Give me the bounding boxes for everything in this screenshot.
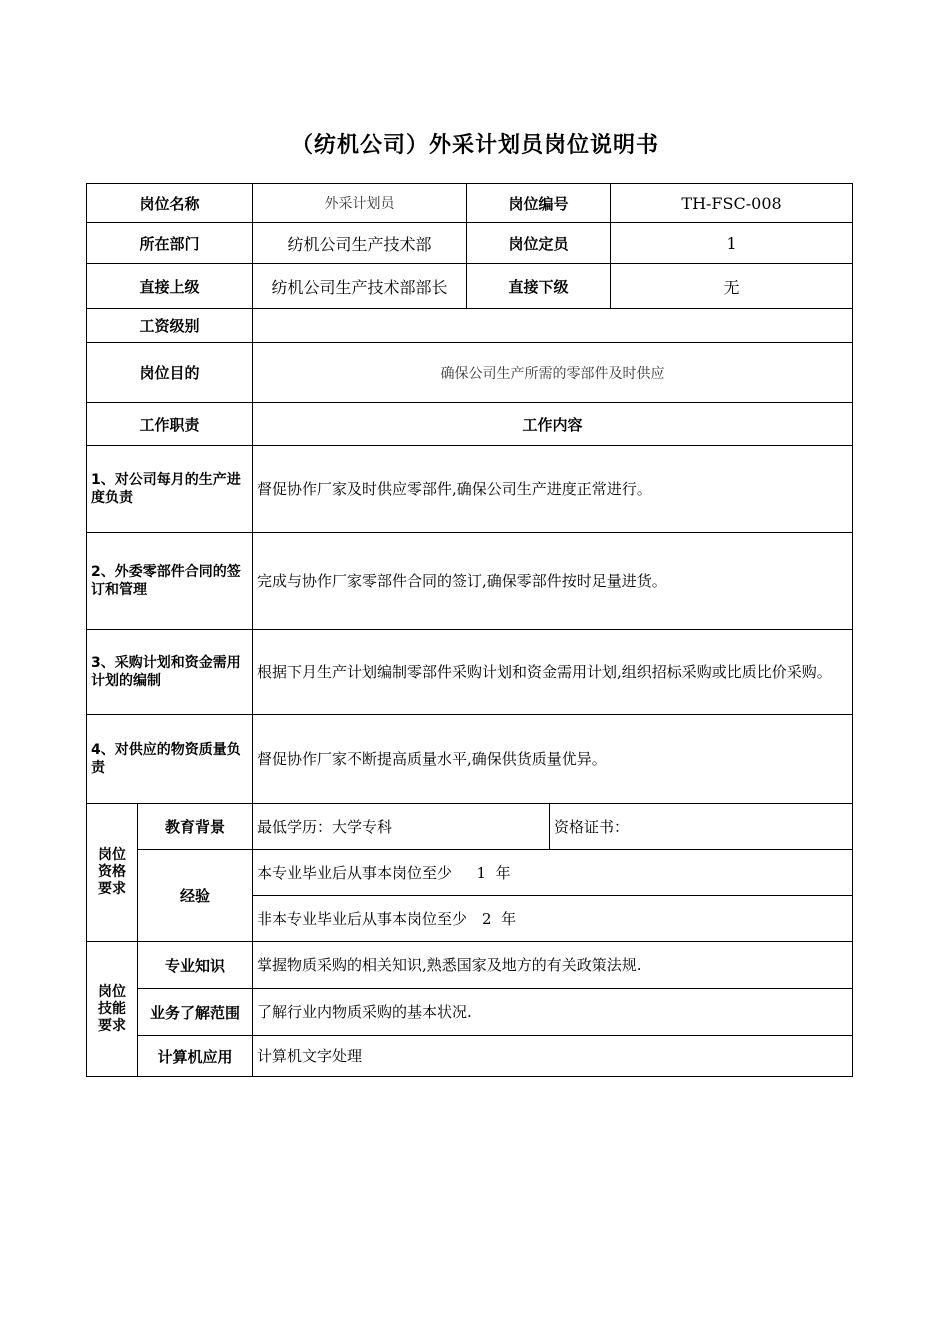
experience-major: 本专业毕业后从事本岗位至少 1 年 (253, 850, 853, 896)
duty-row (87, 630, 853, 715)
row-computer (87, 1036, 853, 1077)
direct-subordinate-value: 无 (611, 264, 853, 309)
salary-grade-label: 工资级别 (87, 309, 253, 343)
row-knowledge (87, 942, 853, 989)
duty-title: 1、对公司每月的生产进度负责 (87, 446, 253, 533)
duty-title: 4、对供应的物资质量负责 (87, 715, 253, 804)
position-code-label: 岗位编号 (467, 184, 611, 223)
duty-content: 督促协作厂家不断提高质量水平,确保供货质量优异。 (253, 715, 853, 804)
duty-content: 完成与协作厂家零部件合同的签订,确保零部件按时足量进货。 (253, 533, 853, 630)
duty-row (87, 533, 853, 630)
row-experience-1 (87, 850, 853, 896)
computer-value: 计算机文字处理 (253, 1036, 853, 1077)
certificate-value: 资格证书： (550, 804, 853, 850)
purpose-value: 确保公司生产所需的零部件及时供应 (253, 343, 853, 403)
headcount-label: 岗位定员 (467, 223, 611, 264)
row-business-scope (87, 989, 853, 1036)
duties-content-header: 工作内容 (253, 403, 853, 446)
experience-label: 经验 (138, 850, 253, 942)
duty-row (87, 715, 853, 804)
qualification-group-label: 岗位资格要求 (87, 804, 138, 942)
direct-superior-value: 纺机公司生产技术部部长 (253, 264, 467, 309)
direct-subordinate-label: 直接下级 (467, 264, 611, 309)
department-value: 纺机公司生产技术部 (253, 223, 467, 264)
position-name-label: 岗位名称 (87, 184, 253, 223)
row-duties-header (87, 403, 853, 446)
row-purpose (87, 343, 853, 403)
knowledge-value: 掌握物质采购的相关知识,熟悉国家及地方的有关政策法规. (253, 942, 853, 989)
experience-non-major: 非本专业毕业后从事本岗位至少 2 年 (253, 896, 853, 942)
row-position-name (87, 184, 853, 223)
purpose-label: 岗位目的 (87, 343, 253, 403)
duty-row (87, 446, 853, 533)
position-name-value: 外采计划员 (253, 184, 467, 223)
headcount-value: 1 (611, 223, 853, 264)
position-code-value: TH-FSC-008 (611, 184, 853, 223)
duty-title: 3、采购计划和资金需用计划的编制 (87, 630, 253, 715)
row-education (87, 804, 853, 850)
row-superior (87, 264, 853, 309)
skills-group-label: 岗位技能要求 (87, 942, 138, 1077)
business-scope-label: 业务了解范围 (138, 989, 253, 1036)
row-department (87, 223, 853, 264)
knowledge-label: 专业知识 (138, 942, 253, 989)
business-scope-value: 了解行业内物质采购的基本状况. (253, 989, 853, 1036)
salary-grade-value (253, 309, 853, 343)
duty-title: 2、外委零部件合同的签订和管理 (87, 533, 253, 630)
department-label: 所在部门 (87, 223, 253, 264)
duty-content: 督促协作厂家及时供应零部件,确保公司生产进度正常进行。 (253, 446, 853, 533)
computer-label: 计算机应用 (138, 1036, 253, 1077)
education-value: 最低学历：大学专科 (253, 804, 550, 850)
job-description-table (86, 183, 853, 1077)
education-label: 教育背景 (138, 804, 253, 850)
duty-content: 根据下月生产计划编制零部件采购计划和资金需用计划,组织招标采购或比质比价采购。 (253, 630, 853, 715)
direct-superior-label: 直接上级 (87, 264, 253, 309)
duties-header-label: 工作职责 (87, 403, 253, 446)
page-title: （纺机公司）外采计划员岗位说明书 (290, 133, 659, 158)
row-salary (87, 309, 853, 343)
